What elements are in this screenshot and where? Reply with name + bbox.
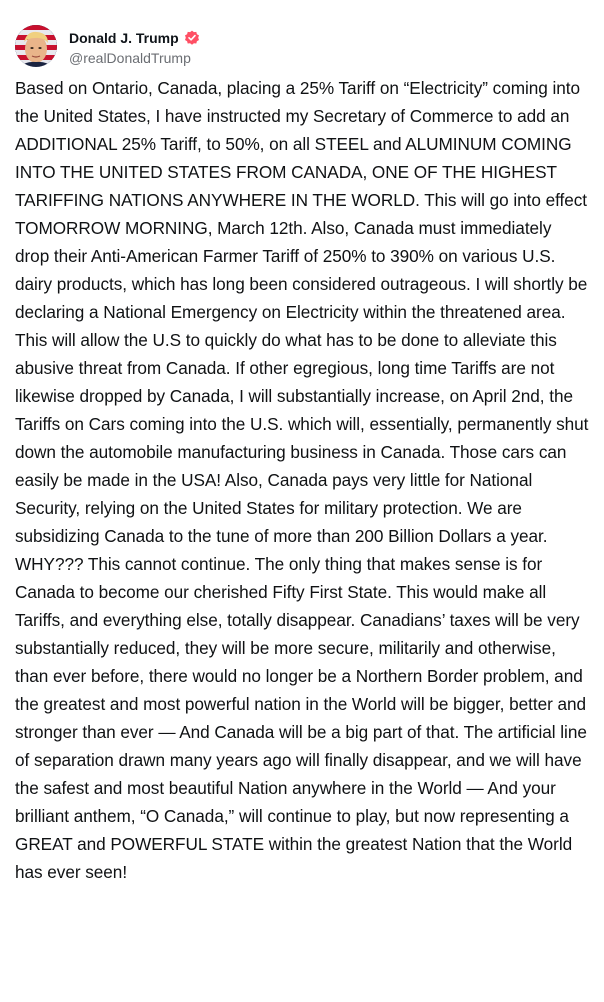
- name-row: [69, 27, 200, 49]
- author-info: [69, 27, 200, 66]
- verified-badge-icon: [184, 30, 200, 46]
- avatar-portrait-icon: [15, 25, 57, 67]
- post-body-text: Based on Ontario, Canada, placing a 25% Tariff on “Electricity” coming into the United States, I have instructed my Secretary of Commerce to add an ADDITIONAL 25% Tariff, to 50%, on all STEEL and ALUMINUM COMING INTO THE UNITED STATES FROM CANADA, ONE OF THE HIGHEST TARIFFING NATIONS ANYWHERE IN THE WORLD. This will go into effect TOMORROW MORNING, March 12th. Also, Canada must immediately drop their Anti-American Farmer Tariff of 250% to 390% on various U.S. dairy products, which has long been considered outrageous. I will shortly be declaring a National Emergency on Electricity within the threatened area. This will allow the U.S to quickly do what has to be done to alleviate this abusive threat from Canada. If other egregious, long time Tariffs are not likewise dropped by Canada, I will substantially increase, on April 2nd, the Tariffs on Cars coming into the U.S. which will, essentially, permanently shut down the automobile manufacturing business in Canada. Those cars can easily be made in the USA! Also, Canada pays very little for National Security, relying on the United States for military protection. We are subsidizing Canada to the tune of more than 200 Billion Dollars a year. WHY??? This cannot continue. The only thing that makes sense is for Canada to become our cherished Fifty First State. This would make all Tariffs, and everything else, totally disappear. Canadians’ taxes will be very substantially reduced, they will be more secure, militarily and otherwise, than ever before, there would no longer be a Northern Border problem, and the greatest and most powerful nation in the World will be bigger, better and stronger than ever — And Canada will be a big part of that. The artificial line of separation drawn many years ago will finally disappear, and we will have the safest and most beautiful Nation anywhere in the World — And your brilliant anthem, “O Canada,” will continue to play, but now representing a GREAT and POWERFUL STATE within the greatest Nation that the World has ever seen!: [15, 78, 589, 882]
- post-header: [15, 24, 200, 68]
- avatar[interactable]: [15, 25, 57, 67]
- author-handle[interactable]: @realDonaldTrump: [69, 49, 191, 66]
- author-display-name[interactable]: Donald J. Trump: [69, 29, 179, 46]
